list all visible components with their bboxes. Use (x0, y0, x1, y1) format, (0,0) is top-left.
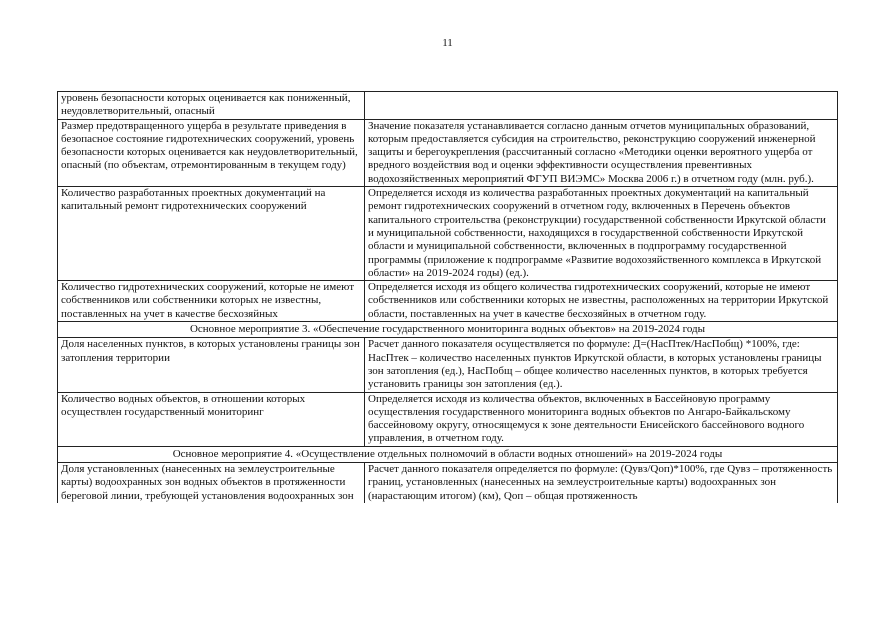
table-row (58, 92, 838, 120)
section-title: Основное мероприятие 4. «Осуществление отдельных полномочий в области водных отношений» на 2019-2024 годы (58, 446, 838, 462)
indicator-cell: Количество разработанных проектных документаций на капитальный ремонт гидротехнических сооружений (58, 187, 365, 281)
method-cell: Определяется исходя из количества разработанных проектных документаций на капитальный ремонт гидротехнических сооружений в отчетном году, включенных в Перечень объектов капитального строительства (реконструкции) государственной собственности Иркутской области и муниципальной собственности, находящихся в государственной собственности Иркутской области и муниципальной собственности, включенных в подпрограмму государственной программы (приложение к подпрограмме «Развитие водохозяйственного комплекса в Иркутской области» на 2019-2024 годы) (ед.). (365, 187, 838, 281)
method-cell: Расчет данного показателя определяется по формуле: (Qувз/Qоп)*100%, где Qувз – протяженность границ, установленных (нанесенных на землеустроительные карты) водоохранных зон (нарастающим итогом) (км), Qоп – общая протяженность (365, 463, 838, 503)
table-row (58, 119, 838, 186)
indicator-cell: Доля установленных (нанесенных на землеустроительные карты) водоохранных зон водных объектов в протяженности береговой линии, требующей установления водоохранных зон (58, 463, 365, 503)
method-cell: Значение показателя устанавливается согласно данным отчетов муниципальных образований, которым предоставляется субсидия на строительство, реконструкцию сооружений инженерной защиты и берегоукрепления (рассчитанный согласно «Методики оценки вероятного ущерба от вредного воздействия вод и оценки эффективности осуществления превентивных водохозяйственных мероприятий ФГУП ВИЭМС» Москва 2006 г.) в отчетном году (млн. руб.). (365, 119, 838, 186)
indicator-cell: уровень безопасности которых оценивается как пониженный, неудовлетворительный, опасный (58, 92, 365, 120)
section-header-row (58, 322, 838, 338)
indicator-cell: Количество гидротехнических сооружений, которые не имеют собственников или собственники которых не известны, поставленных на учет в качестве бесхозяйных (58, 281, 365, 322)
method-cell (365, 92, 838, 120)
indicator-cell: Доля населенных пунктов, в которых установлены границы зон затопления территории (58, 338, 365, 392)
table-row (58, 338, 838, 392)
indicator-cell: Количество водных объектов, в отношении которых осуществлен государственный мониторинг (58, 392, 365, 446)
method-cell: Определяется исходя из количества объектов, включенных в Бассейновую программу осуществления государственного мониторинга водных объектов по Ангаро-Байкальскому бассейновому округу, относящемуся к зоне деятельности Енисейского бассейнового водного управления, в отчетном году. (365, 392, 838, 446)
table-row (58, 187, 838, 281)
page-number: 11 (442, 37, 453, 49)
table-row (58, 463, 838, 503)
section-title: Основное мероприятие 3. «Обеспечение государственного мониторинга водных объектов» на 2019-2024 годы (58, 322, 838, 338)
method-cell: Расчет данного показателя осуществляется по формуле: Д=(НасПтек/НасПобщ) *100%, где: НасПтек – количество населенных пунктов Иркутской области, в которых установлены границы зон затопления (ед.), НасПобщ – общее количество населенных пунктов, в которых требуется установить границы зон затопления (ед.). (365, 338, 838, 392)
table-row (58, 392, 838, 446)
table-row (58, 281, 838, 322)
section-header-row (58, 446, 838, 462)
indicator-cell: Размер предотвращенного ущерба в результате приведения в безопасное состояние гидротехнических сооружений, уровень безопасности которых оценивается как неудовлетворительный, опасный (по объектам, отремонтированным в текущем году) (58, 119, 365, 186)
indicators-table (57, 91, 838, 503)
method-cell: Определяется исходя из общего количества гидротехнических сооружений, которые не имеют собственников или собственники которых не известны, расположенных на территории Иркутской области, поставленных на учет в качестве бесхозяйных в отчетном году. (365, 281, 838, 322)
